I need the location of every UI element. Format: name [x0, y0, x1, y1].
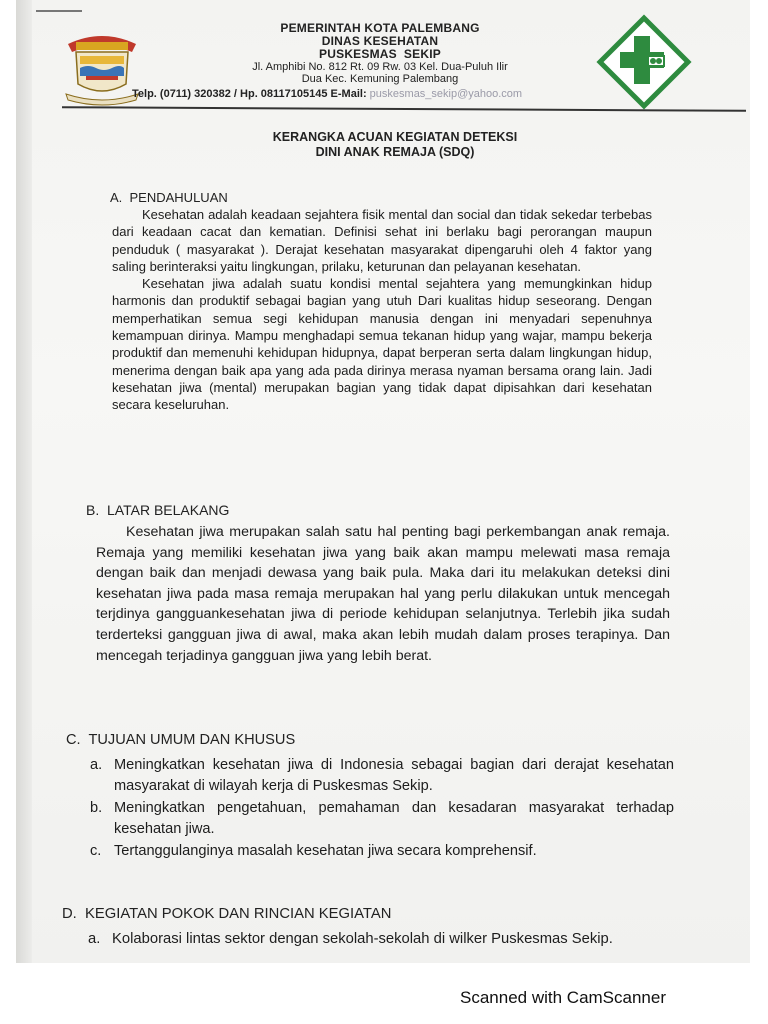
letterhead-contact [132, 88, 522, 100]
list-marker: c. [90, 843, 102, 859]
list-item-text: Meningkatkan pengetahuan, pemahaman dan kesadaran masyarakat terhadap kesehatan jiwa. [114, 800, 674, 837]
section-b-paragraph: Kesehatan jiwa merupakan salah satu hal penting bagi perkembangan anak remaja. Remaja yang memiliki kesehatan jiwa yang baik akan mampu melewati masa remaja dengan baik dan menjadi dewasa yang baik pula. Maka dari itu melakukan deteksi dini kesehatan jiwa pada masa remaja merupakan hal yang perlu dilakukan untuk mencegah terjdinya gangguankesehatan jiwa di periode kehidupan selanjutnya. Terlebih jika sudah terderteksi gangguan jiwa di awal, maka akan lebih mudah dalam proses terapinya. Dan mencegah terjadinya gangguan jiwa yang lebih berat. [96, 524, 670, 664]
letterhead-address-line1: Jl. Amphibi No. 812 Rt. 09 Rw. 03 Kel. Dua-Puluh Ilir [252, 61, 508, 73]
document-title [190, 130, 600, 160]
palembang-city-emblem-icon [62, 22, 142, 106]
letterhead [150, 22, 610, 85]
section-c-list [90, 755, 674, 863]
list-item [90, 798, 674, 840]
list-marker: a. [88, 931, 101, 947]
section-b-heading: B. LATAR BELAKANG [86, 502, 230, 518]
section-a-paragraph: Kesehatan jiwa adalah suatu kondisi mental sejahtera yang memungkinkan hidup harmonis dan produktif sebagai bagian yang utuh Dari kualitas hidup seseorang. Dengan memperhatikan semua segi kehidupan manusia dengan ini menyadari sepenuhnya kemampuan dirinya. Mampu menghadapi semua tekanan hidup yang wajar, mampu bekerja produktif dan memenuhi kehidupan hidupnya, dapat berperan serta dalam lingkungan hidup, menerima dengan baik apa yang ada pada dirinya merasa nyaman bersama orang lain. Jadi kesehatan jiwa (mental) merupakan bagian yang tidak dapat dipisahkan dari kesehatan secara keseluruhan. [112, 276, 652, 413]
puskesmas-cross-logo-icon [596, 14, 692, 110]
letterhead-government: PEMERINTAH KOTA PALEMBANG [280, 21, 480, 35]
letterhead-clinic: PUSKESMAS SEKIP [319, 47, 441, 61]
camscanner-watermark: Scanned with CamScanner [460, 988, 667, 1007]
document-title-line1: KERANGKA ACUAN KEGIATAN DETEKSI [272, 130, 518, 144]
corner-mark [36, 10, 82, 12]
list-marker: a. [90, 757, 103, 773]
list-item-text: Meningkatkan kesehatan jiwa di Indonesia sebagai bagian dari derajat kesehatan masyarakat di wilayah kerja di Puskesmas Sekip. [114, 757, 674, 794]
letterhead-email: puskesmas_sekip@yahoo.com [369, 88, 523, 100]
section-a-body [112, 206, 652, 414]
letterhead-phone: Telp. (0711) 320382 / Hp. 08117105145 E-Mail: [132, 88, 367, 100]
section-d-list [88, 929, 688, 950]
letterhead-address-line2: Dua Kec. Kemuning Palembang [301, 73, 459, 85]
letterhead-department: DINAS KESEHATAN [321, 34, 439, 48]
section-b-body [96, 522, 670, 666]
list-item-text: Kolaborasi lintas sektor dengan sekolah-sekolah di wilker Puskesmas Sekip. [112, 931, 613, 947]
section-a-heading: A. PENDAHULUAN [110, 190, 228, 205]
document-title-line2: DINI ANAK REMAJA (SDQ) [315, 145, 475, 159]
section-d-heading: D. KEGIATAN POKOK DAN RINCIAN KEGIATAN [62, 906, 392, 922]
section-c-heading: C. TUJUAN UMUM DAN KHUSUS [66, 732, 296, 748]
section-a-paragraph: Kesehatan adalah keadaan sejahtera fisik mental dan social dan tidak sekedar terbebas dari keadaan cacat dan kematian. Definisi sehat ini berlaku bagi perorangan maupun penduduk ( masyarakat ). Derajat kesehatan masyarakat dipengaruhi oleh 4 faktor yang saling berinteraksi yaitu lingkungan, prilaku, keturunan dan pelayanan kesehatan. [112, 207, 652, 274]
list-item [88, 929, 688, 950]
page-edge-shadow [16, 0, 32, 963]
list-marker: b. [90, 800, 103, 816]
list-item [90, 755, 674, 797]
list-item-text: Tertanggulanginya masalah kesehatan jiwa secara komprehensif. [114, 843, 537, 859]
list-item [90, 841, 674, 862]
